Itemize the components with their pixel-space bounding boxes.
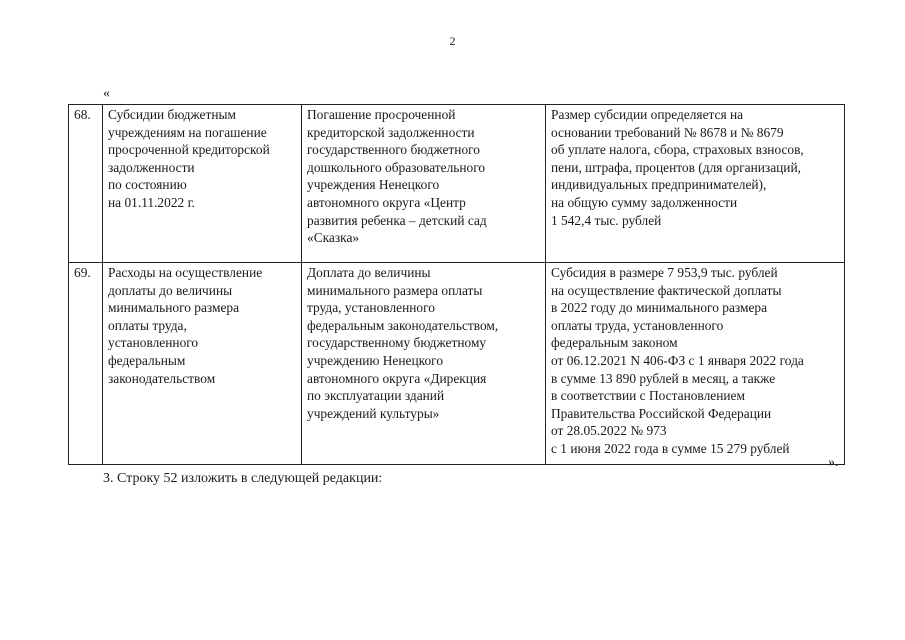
- table-row: [69, 263, 845, 465]
- expense-name-cell: Расходы на осуществление доплаты до величины минимального размера оплаты труда, установленного федеральным законодательством: [103, 263, 302, 465]
- purpose-cell: Погашение просроченной кредиторской задолженности государственного бюджетного дошкольного образовательного учреждения Ненецкого автономного округа «Центр развития ребенка – детский сад «Сказка»: [302, 105, 546, 263]
- table-row: [69, 105, 845, 263]
- opening-quote-mark: «: [103, 86, 110, 101]
- basis-cell: Субсидия в размере 7 953,9 тыс. рублей на осуществление фактической доплаты в 2022 году до минимального размера оплаты труда, установленного федеральным законом от 06.12.2021 N 406-ФЗ с 1 января 2022 года в сумме 13 890 рублей в месяц, а также в соответствии с Постановлением Правительства Российской Федерации от 28.05.2022 № 973 с 1 июня 2022 года в сумме 15 279 рублей: [546, 263, 845, 465]
- row-number-cell: 68.: [69, 105, 103, 263]
- row-number-cell: 69.: [69, 263, 103, 465]
- subsidy-table: [68, 104, 845, 465]
- expense-name-cell: Субсидии бюджетным учреждениям на погашение просроченной кредиторской задолженности по состоянию на 01.11.2022 г.: [103, 105, 302, 263]
- page-number: 2: [449, 34, 456, 48]
- amendment-instruction: 3. Строку 52 изложить в следующей редакции:: [103, 471, 383, 486]
- closing-quote-mark: ».: [828, 455, 839, 470]
- purpose-cell: Доплата до величины минимального размера оплаты труда, установленного федеральным законодательством, государственному бюджетному учреждению Ненецкого автономного округа «Дирекция по эксплуатации зданий учреждений культуры»: [302, 263, 546, 465]
- basis-cell: Размер субсидии определяется на основании требований № 8678 и № 8679 об уплате налога, сбора, страховых взносов, пени, штрафа, процентов (для организаций, индивидуальных предпринимателей), на общую сумму задолженности 1 542,4 тыс. рублей: [546, 105, 845, 263]
